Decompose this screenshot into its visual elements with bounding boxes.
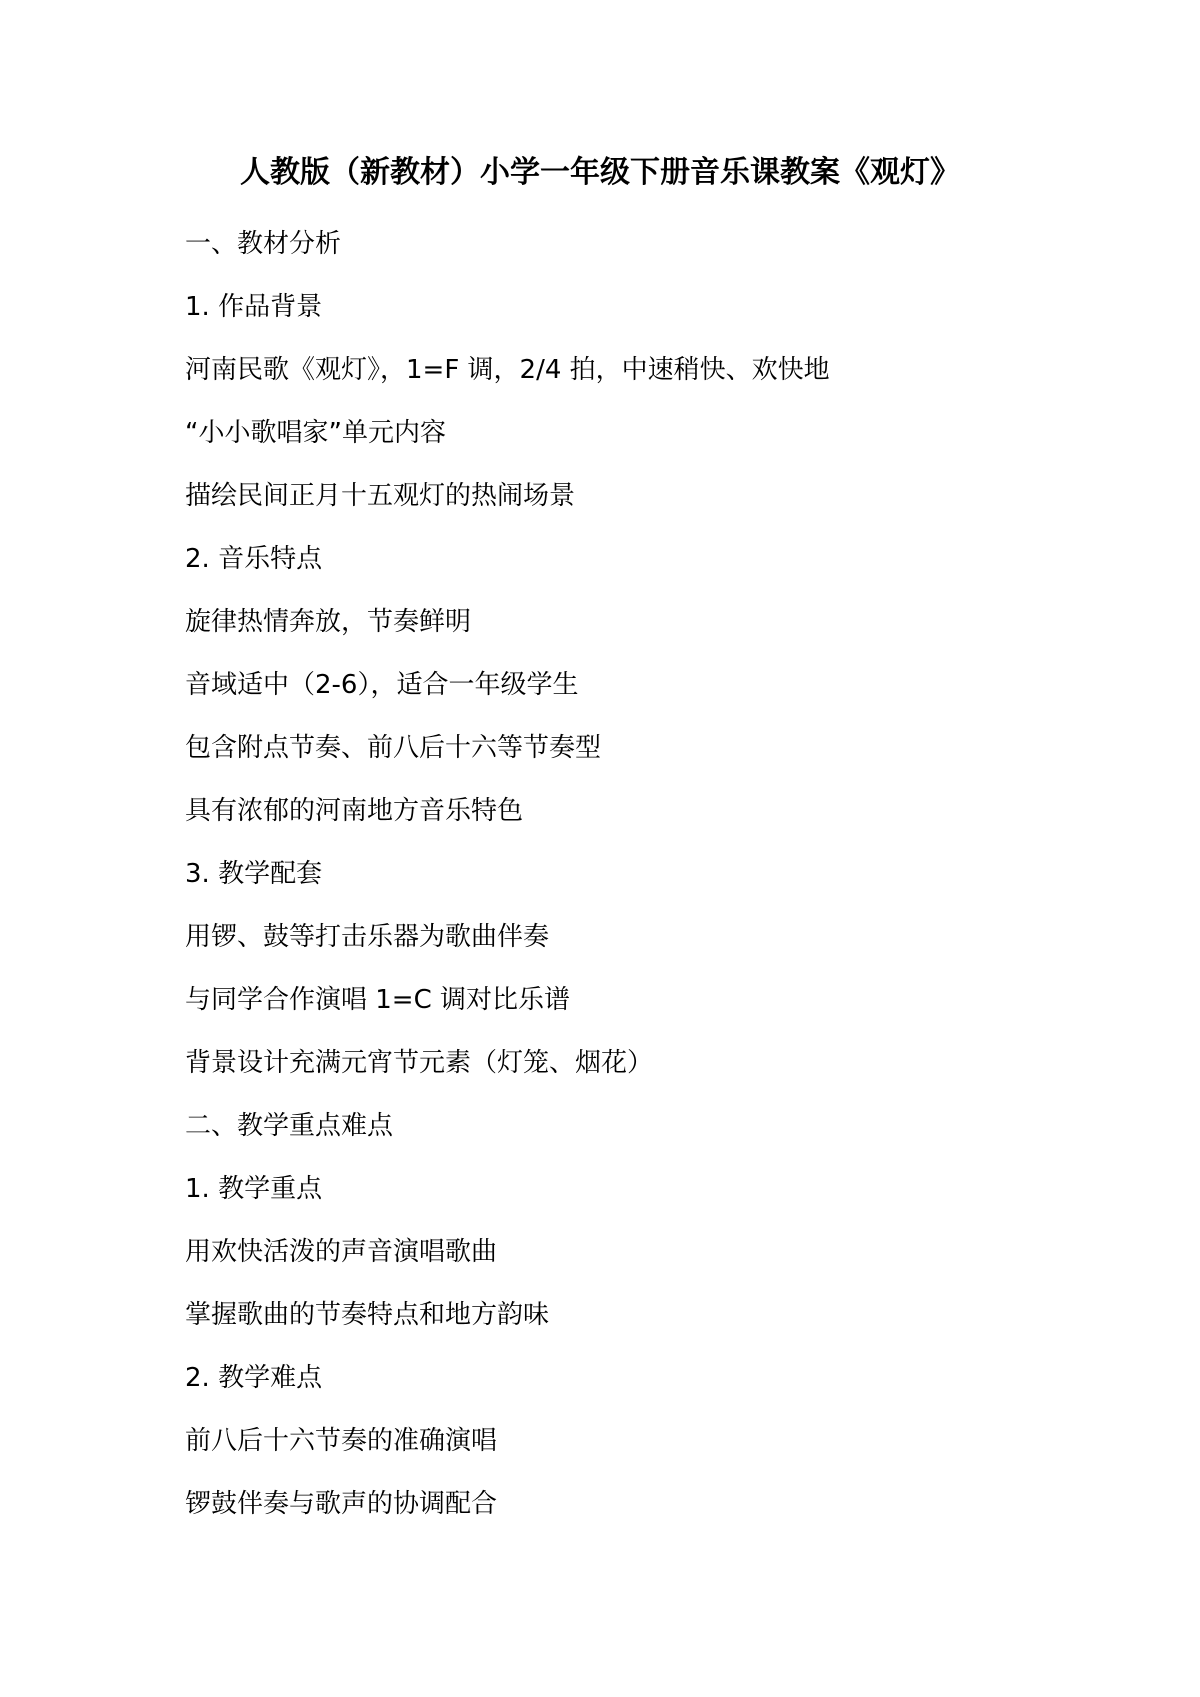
subheading-teaching-focus: 1. 教学重点 (185, 1174, 323, 1204)
subheading-music-features: 2. 音乐特点 (185, 544, 323, 574)
section-heading-key-difficult-points: 二、教学重点难点 (185, 1111, 394, 1141)
body-line: 具有浓郁的河南地方音乐特色 (185, 796, 524, 826)
body-line: 前八后十六节奏的准确演唱 (185, 1426, 498, 1456)
body-line: 描绘民间正月十五观灯的热闹场景 (185, 481, 576, 511)
body-line: “小小歌唱家”单元内容 (185, 418, 446, 448)
body-line: 音域适中（2-6），适合一年级学生 (185, 670, 579, 700)
subheading-teaching-difficulty: 2. 教学难点 (185, 1363, 323, 1393)
document-title: 人教版（新教材）小学一年级下册音乐课教案《观灯》 (240, 155, 960, 190)
body-line: 锣鼓伴奏与歌声的协调配合 (185, 1489, 498, 1519)
body-line: 背景设计充满元宵节元素（灯笼、烟花） (185, 1048, 654, 1078)
body-line: 用锣、鼓等打击乐器为歌曲伴奏 (185, 922, 550, 952)
subheading-teaching-materials: 3. 教学配套 (185, 859, 323, 889)
body-line: 与同学合作演唱 1=C 调对比乐谱 (185, 985, 571, 1015)
subheading-work-background: 1. 作品背景 (185, 292, 323, 322)
body-line: 河南民歌《观灯》，1=F 调，2/4 拍，中速稍快、欢快地 (185, 355, 830, 385)
body-line: 掌握歌曲的节奏特点和地方韵味 (185, 1300, 550, 1330)
body-line: 用欢快活泼的声音演唱歌曲 (185, 1237, 498, 1267)
body-line: 包含附点节奏、前八后十六等节奏型 (185, 733, 602, 763)
body-line: 旋律热情奔放，节奏鲜明 (185, 607, 472, 637)
section-heading-textbook-analysis: 一、教材分析 (185, 229, 342, 259)
